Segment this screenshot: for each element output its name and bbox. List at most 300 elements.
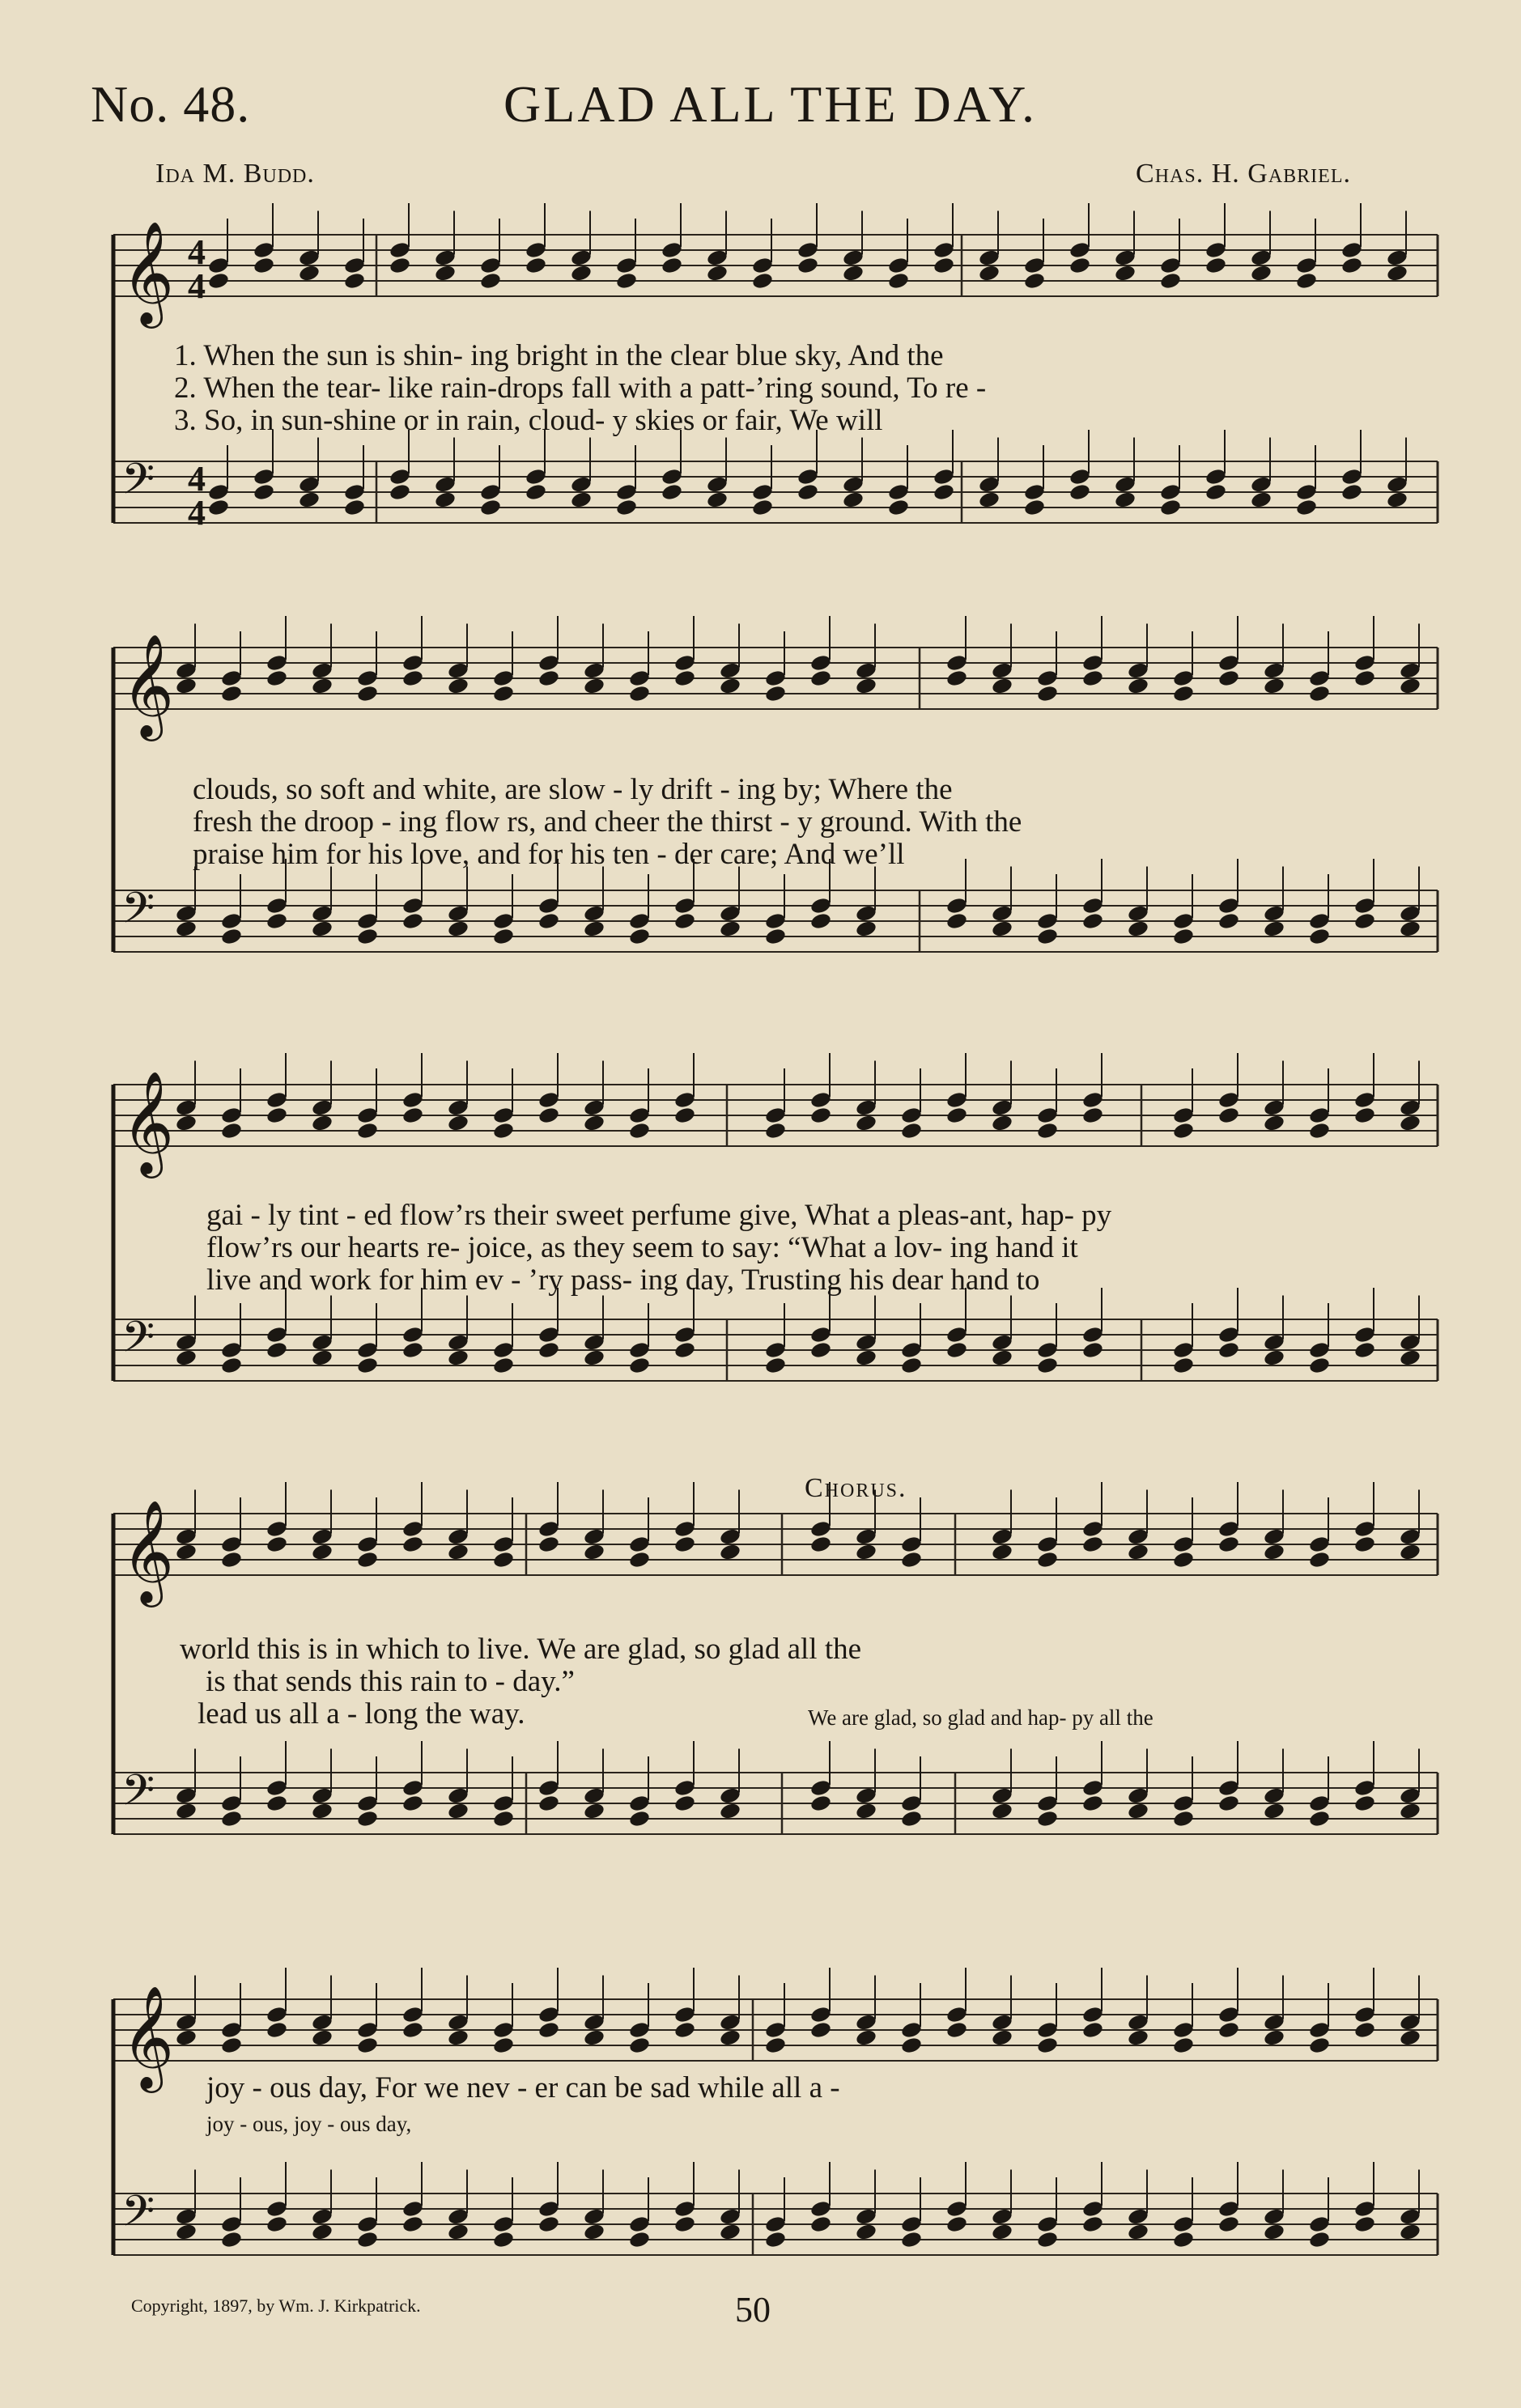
note-head	[447, 677, 469, 695]
note-head	[1353, 911, 1376, 930]
note-head	[266, 669, 288, 687]
bass-clef-icon: 𝄢	[121, 2187, 155, 2247]
note-head	[479, 482, 502, 501]
system-2-lyrics	[193, 774, 1521, 871]
note-head	[1263, 2207, 1285, 2226]
note-head	[1250, 248, 1272, 267]
note-head	[628, 2230, 651, 2249]
note-head	[991, 1786, 1013, 1805]
note-head	[809, 1340, 832, 1359]
note-head	[887, 498, 910, 516]
note-head	[220, 1121, 243, 1140]
note-head	[447, 919, 469, 938]
note-head	[900, 1340, 923, 1359]
note-head	[764, 669, 787, 687]
note-head	[266, 1535, 288, 1553]
note-head	[1353, 2020, 1376, 2039]
treble-clef-icon: 𝄞	[121, 1985, 175, 2088]
lyric-line-3: live and work for him ev - ’ry pass- ing day, Trusting his dear hand to	[206, 1263, 1040, 1297]
note-head	[809, 896, 832, 915]
note-head	[447, 2028, 469, 2047]
note-head	[719, 2207, 741, 2226]
note-head	[615, 498, 638, 516]
note-head	[1081, 2215, 1104, 2233]
note-head	[1353, 1535, 1376, 1553]
words-credit: Ida M. Budd.	[155, 159, 315, 189]
note-head	[1263, 1802, 1285, 1820]
note-head	[356, 1550, 379, 1569]
note-head	[401, 1106, 424, 1124]
note-head	[356, 1121, 379, 1140]
note-head	[809, 2005, 832, 2024]
note-head	[991, 1114, 1013, 1132]
note-head	[842, 248, 865, 267]
note-head	[1217, 1340, 1240, 1359]
note-head	[266, 1340, 288, 1359]
note-head	[673, 1519, 696, 1538]
note-head	[1263, 1333, 1285, 1352]
note-head	[1172, 1550, 1195, 1569]
note-head	[673, 653, 696, 672]
note-head	[764, 911, 787, 930]
note-head	[1217, 1519, 1240, 1538]
note-head	[1295, 498, 1318, 516]
note-head	[1308, 1535, 1331, 1553]
note-head	[1069, 256, 1091, 274]
note-head	[583, 919, 605, 938]
note-head	[1353, 669, 1376, 687]
note-head	[266, 1325, 288, 1344]
note-head	[855, 1527, 877, 1546]
note-head	[1295, 271, 1318, 290]
note-head	[661, 240, 683, 259]
note-head	[1217, 1090, 1240, 1109]
note-head	[1023, 256, 1046, 274]
note-head	[1081, 896, 1104, 915]
note-head	[298, 248, 321, 267]
bass-staff	[113, 1741, 1438, 1834]
note-head	[1172, 1535, 1195, 1553]
note-head	[447, 1543, 469, 1561]
bass-clef-icon: 𝄢	[121, 455, 155, 515]
note-head	[492, 1809, 515, 1828]
note-head	[447, 1786, 469, 1805]
note-head	[434, 475, 457, 494]
note-head	[764, 2230, 787, 2249]
note-head	[945, 669, 968, 687]
copyright-notice: Copyright, 1897, by Wm. J. Kirkpatrick.	[131, 2295, 421, 2316]
note-head	[1263, 904, 1285, 923]
note-head	[1036, 1550, 1059, 1569]
note-head	[1263, 1348, 1285, 1367]
note-head	[673, 1106, 696, 1124]
note-head	[401, 1535, 424, 1553]
note-head	[175, 2013, 198, 2032]
note-head	[945, 1106, 968, 1124]
note-head	[628, 2036, 651, 2054]
note-head	[1399, 2207, 1421, 2226]
note-head	[175, 1098, 198, 1117]
note-head	[751, 256, 774, 274]
system-4	[97, 1473, 1441, 1902]
note-head	[537, 2020, 560, 2039]
note-head	[434, 491, 457, 509]
note-head	[401, 2199, 424, 2218]
note-head	[978, 248, 1001, 267]
note-head	[311, 677, 334, 695]
note-head	[1399, 1543, 1421, 1561]
note-head	[1036, 1535, 1059, 1553]
note-head	[401, 896, 424, 915]
note-head	[719, 661, 741, 680]
note-head	[628, 2020, 651, 2039]
note-head	[401, 1778, 424, 1797]
note-head	[673, 2199, 696, 2218]
note-head	[628, 911, 651, 930]
note-head	[266, 1106, 288, 1124]
note-head	[1172, 1340, 1195, 1359]
note-head	[175, 1786, 198, 1805]
note-head	[719, 1543, 741, 1561]
lyric-line-3: 3. So, in sun-shine or in rain, cloud- y skies or fair, We will	[174, 404, 883, 437]
note-head	[447, 1114, 469, 1132]
note-head	[1036, 1356, 1059, 1374]
note-head	[1217, 669, 1240, 687]
note-head	[1217, 653, 1240, 672]
note-head	[1263, 2028, 1285, 2047]
note-head	[1386, 248, 1408, 267]
note-head	[583, 1098, 605, 1117]
note-head	[1036, 1340, 1059, 1359]
treble-staff	[113, 616, 1438, 741]
note-head	[356, 1340, 379, 1359]
note-head	[253, 467, 275, 486]
note-head	[311, 919, 334, 938]
note-head	[389, 482, 411, 501]
note-head	[1217, 1794, 1240, 1812]
note-head	[583, 1802, 605, 1820]
note-head	[1217, 2199, 1240, 2218]
note-head	[1127, 1802, 1149, 1820]
note-head	[855, 1543, 877, 1561]
note-head	[855, 904, 877, 923]
note-head	[991, 661, 1013, 680]
note-head	[1036, 2020, 1059, 2039]
note-head	[933, 240, 955, 259]
lyric-line-2: fresh the droop - ing flow rs, and cheer the thirst - y ground. With the	[193, 805, 1022, 839]
system-1-lyrics	[174, 340, 1518, 437]
note-head	[719, 1527, 741, 1546]
note-head	[1172, 1809, 1195, 1828]
note-head	[615, 256, 638, 274]
note-head	[311, 1098, 334, 1117]
note-head	[175, 677, 198, 695]
note-head	[311, 2207, 334, 2226]
note-head	[311, 1543, 334, 1561]
note-head	[356, 1535, 379, 1553]
note-head	[1353, 653, 1376, 672]
note-head	[1263, 2223, 1285, 2241]
note-head	[1340, 482, 1363, 501]
note-head	[1263, 677, 1285, 695]
note-head	[220, 1356, 243, 1374]
note-head	[1127, 1543, 1149, 1561]
note-head	[401, 1325, 424, 1344]
note-head	[900, 1550, 923, 1569]
note-head	[570, 248, 593, 267]
note-head	[1217, 2215, 1240, 2233]
note-head	[1127, 2223, 1149, 2241]
note-head	[1204, 256, 1227, 274]
note-head	[266, 1519, 288, 1538]
note-head	[537, 1325, 560, 1344]
note-head	[492, 927, 515, 945]
note-head	[401, 2215, 424, 2233]
note-head	[220, 2215, 243, 2233]
note-head	[401, 1090, 424, 1109]
note-head	[1127, 677, 1149, 695]
note-head	[537, 1778, 560, 1797]
note-head	[356, 2215, 379, 2233]
note-head	[447, 1802, 469, 1820]
note-head	[855, 1114, 877, 1132]
hymn-number: No. 48.	[91, 75, 251, 133]
note-head	[220, 684, 243, 703]
note-head	[343, 271, 366, 290]
note-head	[719, 919, 741, 938]
note-head	[1399, 2013, 1421, 2032]
note-head	[1081, 1794, 1104, 1812]
note-head	[764, 2036, 787, 2054]
note-head	[1353, 2199, 1376, 2218]
bass-staff	[113, 430, 1438, 523]
note-head	[1217, 2005, 1240, 2024]
note-head	[1308, 684, 1331, 703]
note-head	[719, 2028, 741, 2047]
note-head	[492, 2230, 515, 2249]
note-head	[945, 1090, 968, 1109]
treble-staff	[113, 1053, 1438, 1179]
music-credit: Chas. H. Gabriel.	[1136, 159, 1351, 189]
note-head	[1127, 1786, 1149, 1805]
note-head	[719, 2223, 741, 2241]
note-head	[991, 2013, 1013, 2032]
note-head	[628, 1356, 651, 1374]
note-head	[673, 1794, 696, 1812]
note-head	[537, 911, 560, 930]
note-head	[175, 1114, 198, 1132]
note-head	[1295, 482, 1318, 501]
note-head	[207, 482, 230, 501]
note-head	[1081, 669, 1104, 687]
note-head	[933, 256, 955, 274]
chorus-label: Chorus.	[805, 1473, 907, 1503]
note-head	[945, 2005, 968, 2024]
note-head	[1308, 2230, 1331, 2249]
note-head	[266, 1778, 288, 1797]
note-head	[1172, 669, 1195, 687]
note-head	[706, 248, 729, 267]
note-head	[1036, 669, 1059, 687]
note-head	[809, 2199, 832, 2218]
note-head	[809, 2215, 832, 2233]
note-head	[628, 1535, 651, 1553]
note-head	[1399, 1786, 1421, 1805]
note-head	[479, 271, 502, 290]
note-head	[311, 904, 334, 923]
note-head	[900, 2215, 923, 2233]
note-head	[1081, 1106, 1104, 1124]
note-head	[1263, 1098, 1285, 1117]
note-head	[764, 1340, 787, 1359]
note-head	[1217, 911, 1240, 930]
treble-staff	[113, 1482, 1438, 1607]
note-head	[628, 927, 651, 945]
note-head	[615, 271, 638, 290]
note-head	[570, 491, 593, 509]
note-head	[1036, 2215, 1059, 2233]
note-head	[842, 264, 865, 282]
note-head	[1081, 2005, 1104, 2024]
note-head	[207, 498, 230, 516]
note-head	[492, 2215, 515, 2233]
note-head	[401, 2005, 424, 2024]
system-5	[97, 1926, 1441, 2266]
note-head	[434, 264, 457, 282]
note-head	[1172, 2036, 1195, 2054]
note-head	[900, 1106, 923, 1124]
note-head	[266, 1794, 288, 1812]
note-head	[719, 677, 741, 695]
note-head	[266, 2215, 288, 2233]
note-head	[1308, 2036, 1331, 2054]
note-head	[628, 1794, 651, 1812]
note-head	[389, 256, 411, 274]
note-head	[492, 669, 515, 687]
bass-clef-icon: 𝄢	[121, 1766, 155, 1826]
note-head	[311, 661, 334, 680]
note-head	[311, 2223, 334, 2241]
note-head	[447, 1333, 469, 1352]
note-head	[809, 1090, 832, 1109]
note-head	[537, 2005, 560, 2024]
note-head	[266, 2199, 288, 2218]
note-head	[673, 2215, 696, 2233]
note-head	[1114, 248, 1137, 267]
note-head	[583, 2223, 605, 2241]
note-head	[356, 1106, 379, 1124]
note-head	[1353, 896, 1376, 915]
note-head	[933, 482, 955, 501]
note-head	[900, 1809, 923, 1828]
note-head	[945, 2199, 968, 2218]
note-head	[1172, 2020, 1195, 2039]
note-head	[1353, 1325, 1376, 1344]
note-head	[220, 1535, 243, 1553]
treble-clef-icon: 𝄞	[121, 633, 175, 737]
note-head	[809, 911, 832, 930]
note-head	[719, 904, 741, 923]
note-head	[356, 1356, 379, 1374]
note-head	[1353, 1090, 1376, 1109]
note-head	[311, 1527, 334, 1546]
note-head	[220, 2230, 243, 2249]
note-head	[1399, 1114, 1421, 1132]
note-head	[673, 1535, 696, 1553]
note-head	[356, 1809, 379, 1828]
note-head	[1295, 256, 1318, 274]
note-head	[1127, 2028, 1149, 2047]
note-head	[175, 919, 198, 938]
note-head	[447, 2223, 469, 2241]
note-head	[220, 1340, 243, 1359]
note-head	[855, 1348, 877, 1367]
note-head	[1127, 661, 1149, 680]
note-head	[855, 1098, 877, 1117]
note-head	[991, 677, 1013, 695]
note-head	[525, 256, 547, 274]
note-head	[1399, 2223, 1421, 2241]
time-signature-top: 4	[188, 459, 206, 499]
note-head	[537, 1794, 560, 1812]
lyric-line-1: world this is in which to live. We are glad, so glad all the	[180, 1633, 862, 1666]
note-head	[1399, 904, 1421, 923]
note-head	[991, 904, 1013, 923]
note-head	[1399, 919, 1421, 938]
note-head	[1036, 2230, 1059, 2249]
note-head	[661, 256, 683, 274]
note-head	[673, 1778, 696, 1797]
note-head	[1250, 475, 1272, 494]
note-head	[1217, 896, 1240, 915]
note-head	[809, 1535, 832, 1553]
note-head	[1081, 2199, 1104, 2218]
note-head	[1263, 661, 1285, 680]
note-head	[434, 248, 457, 267]
note-head	[220, 927, 243, 945]
note-head	[447, 2013, 469, 2032]
note-head	[311, 1786, 334, 1805]
note-head	[220, 2020, 243, 2039]
note-head	[628, 2215, 651, 2233]
note-head	[537, 669, 560, 687]
note-head	[311, 1802, 334, 1820]
note-head	[1036, 684, 1059, 703]
system-5-alto-lyrics: joy - ous, joy - ous day,	[206, 2112, 412, 2136]
note-head	[1069, 482, 1091, 501]
time-signature-bottom: 4	[188, 266, 206, 306]
note-head	[1217, 2020, 1240, 2039]
note-head	[673, 1090, 696, 1109]
note-head	[220, 1550, 243, 1569]
note-head	[978, 491, 1001, 509]
treble-clef-icon: 𝄞	[121, 1499, 175, 1603]
lyric-line-1: 1. When the sun is shin- ing bright in the clear blue sky, And the	[174, 339, 944, 372]
note-head	[1172, 1121, 1195, 1140]
lyric-line-1: gai - ly tint - ed flow’rs their sweet perfume give, What a pleas-ant, hap- py	[206, 1199, 1112, 1232]
note-head	[751, 482, 774, 501]
bass-staff	[113, 859, 1438, 952]
note-head	[1172, 1356, 1195, 1374]
note-head	[855, 2207, 877, 2226]
note-head	[1036, 1809, 1059, 1828]
note-head	[343, 498, 366, 516]
note-head	[855, 2013, 877, 2032]
note-head	[1172, 1106, 1195, 1124]
note-head	[1353, 2215, 1376, 2233]
note-head	[764, 2215, 787, 2233]
note-head	[991, 2028, 1013, 2047]
